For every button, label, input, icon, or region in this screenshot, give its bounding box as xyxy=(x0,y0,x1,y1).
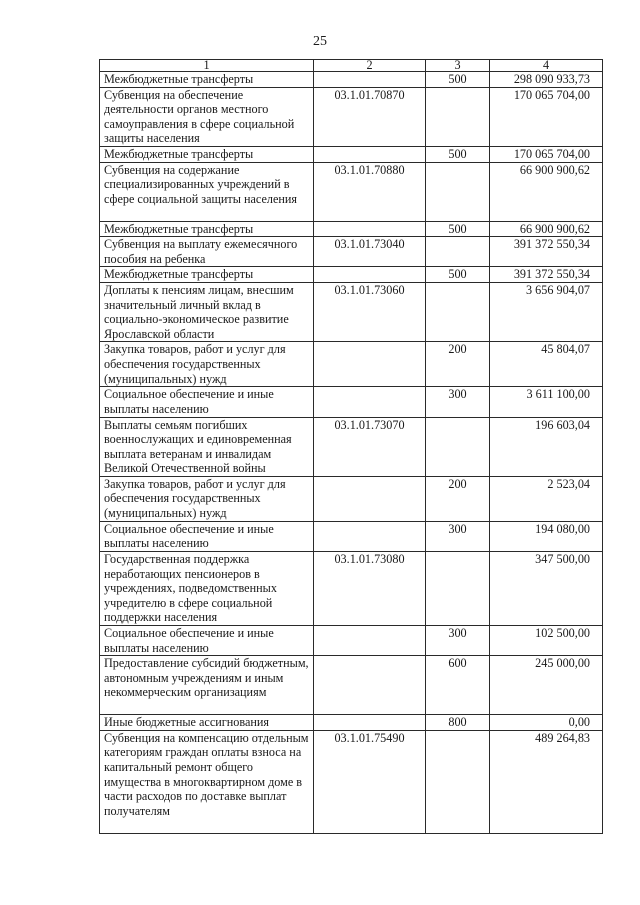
row-code: 03.1.01.75490 xyxy=(314,730,426,833)
table-row xyxy=(100,730,603,833)
row-amount: 170 065 704,00 xyxy=(490,146,603,162)
row-name: Государственная поддержка неработающих пенсионеров в учреждениях, подведомственных учредителю в сфере социальной поддержки населения xyxy=(100,552,314,626)
row-code xyxy=(314,656,426,715)
row-amount: 245 000,00 xyxy=(490,656,603,715)
header-col-3: 3 xyxy=(426,60,490,72)
table-row xyxy=(100,87,603,146)
row-name: Межбюджетные трансферты xyxy=(100,267,314,283)
row-code: 03.1.01.73070 xyxy=(314,417,426,476)
table-row xyxy=(100,267,603,283)
table-row xyxy=(100,626,603,656)
row-name: Субвенция на компенсацию отдельным категориям граждан оплаты взноса на капитальный ремонт общего имущества в многоквартирном доме в части расходов по доставке выплат получателям xyxy=(100,730,314,833)
table-row xyxy=(100,282,603,341)
row-expense-type: 800 xyxy=(426,715,490,731)
row-name: Социальное обеспечение и иные выплаты населению xyxy=(100,626,314,656)
row-expense-type: 200 xyxy=(426,476,490,521)
row-amount: 3 656 904,07 xyxy=(490,282,603,341)
table-row xyxy=(100,552,603,626)
row-name: Межбюджетные трансферты xyxy=(100,221,314,237)
row-expense-type xyxy=(426,87,490,146)
row-code: 03.1.01.73080 xyxy=(314,552,426,626)
row-amount: 66 900 900,62 xyxy=(490,162,603,221)
row-amount: 45 804,07 xyxy=(490,342,603,387)
budget-table xyxy=(99,59,603,834)
row-amount: 0,00 xyxy=(490,715,603,731)
row-amount: 298 090 933,73 xyxy=(490,72,603,88)
row-expense-type xyxy=(426,237,490,267)
row-amount: 347 500,00 xyxy=(490,552,603,626)
row-amount: 170 065 704,00 xyxy=(490,87,603,146)
row-amount: 489 264,83 xyxy=(490,730,603,833)
row-name: Выплаты семьям погибших военнослужащих и единовременная выплата ветеранам и инвалидам Великой Отечественной войны xyxy=(100,417,314,476)
row-expense-type: 500 xyxy=(426,72,490,88)
row-name: Субвенция на выплату ежемесячного пособия на ребенка xyxy=(100,237,314,267)
row-expense-type: 500 xyxy=(426,146,490,162)
header-col-1: 1 xyxy=(100,60,314,72)
table-row xyxy=(100,72,603,88)
row-code: 03.1.01.70870 xyxy=(314,87,426,146)
row-code xyxy=(314,626,426,656)
row-expense-type xyxy=(426,552,490,626)
row-amount: 3 611 100,00 xyxy=(490,387,603,417)
row-amount: 66 900 900,62 xyxy=(490,221,603,237)
table-row xyxy=(100,162,603,221)
header-col-2: 2 xyxy=(314,60,426,72)
row-name: Межбюджетные трансферты xyxy=(100,72,314,88)
row-code xyxy=(314,387,426,417)
table-row xyxy=(100,387,603,417)
row-name: Социальное обеспечение и иные выплаты населению xyxy=(100,387,314,417)
row-name: Межбюджетные трансферты xyxy=(100,146,314,162)
table-row xyxy=(100,656,603,715)
row-expense-type xyxy=(426,730,490,833)
header-col-4: 4 xyxy=(490,60,603,72)
row-name: Предоставление субсидий бюджетным, автономным учреждениям и иным некоммерческим организациям xyxy=(100,656,314,715)
table-header-row xyxy=(100,60,603,72)
row-expense-type xyxy=(426,162,490,221)
row-name: Доплаты к пенсиям лицам, внесшим значительный личный вклад в социально-экономическое развитие Ярославской области xyxy=(100,282,314,341)
row-expense-type: 300 xyxy=(426,521,490,551)
row-code xyxy=(314,72,426,88)
row-code: 03.1.01.73060 xyxy=(314,282,426,341)
row-name: Субвенция на обеспечение деятельности органов местного самоуправления в сфере социальной защиты населения xyxy=(100,87,314,146)
row-name: Субвенция на содержание специализированных учреждений в сфере социальной защиты населения xyxy=(100,162,314,221)
row-expense-type: 300 xyxy=(426,626,490,656)
row-expense-type: 300 xyxy=(426,387,490,417)
row-code: 03.1.01.70880 xyxy=(314,162,426,221)
table-row xyxy=(100,221,603,237)
row-name: Социальное обеспечение и иные выплаты населению xyxy=(100,521,314,551)
row-code xyxy=(314,221,426,237)
row-name: Иные бюджетные ассигнования xyxy=(100,715,314,731)
row-name: Закупка товаров, работ и услуг для обеспечения государственных (муниципальных) нужд xyxy=(100,476,314,521)
table-row xyxy=(100,476,603,521)
row-amount: 102 500,00 xyxy=(490,626,603,656)
table-row xyxy=(100,417,603,476)
row-amount: 2 523,04 xyxy=(490,476,603,521)
row-code xyxy=(314,267,426,283)
row-expense-type xyxy=(426,282,490,341)
row-expense-type: 600 xyxy=(426,656,490,715)
row-code xyxy=(314,342,426,387)
row-amount: 194 080,00 xyxy=(490,521,603,551)
table-row xyxy=(100,342,603,387)
row-code xyxy=(314,476,426,521)
row-name: Закупка товаров, работ и услуг для обеспечения государственных (муниципальных) нужд xyxy=(100,342,314,387)
row-expense-type: 200 xyxy=(426,342,490,387)
row-expense-type: 500 xyxy=(426,267,490,283)
row-code xyxy=(314,715,426,731)
table-row xyxy=(100,715,603,731)
row-amount: 391 372 550,34 xyxy=(490,267,603,283)
row-expense-type: 500 xyxy=(426,221,490,237)
table-row xyxy=(100,146,603,162)
table-row xyxy=(100,521,603,551)
row-amount: 196 603,04 xyxy=(490,417,603,476)
row-code: 03.1.01.73040 xyxy=(314,237,426,267)
row-code xyxy=(314,146,426,162)
row-amount: 391 372 550,34 xyxy=(490,237,603,267)
page-number: 25 xyxy=(313,34,327,49)
row-code xyxy=(314,521,426,551)
table-row xyxy=(100,237,603,267)
row-expense-type xyxy=(426,417,490,476)
